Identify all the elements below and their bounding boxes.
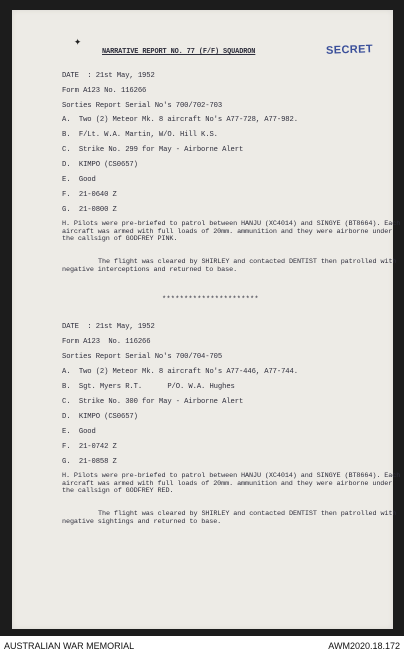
s1-item-b: B. F/Lt. W.A. Martin, W/O. Hill K.S. xyxy=(62,131,218,139)
s1-item-d: D. KIMPO (CS0657) xyxy=(62,161,138,169)
s1-form: Form A123 No. 116266 xyxy=(62,87,147,95)
s1-date: DATE : 21st May, 1952 xyxy=(62,72,155,80)
s1-item-h: H. Pilots were pre-briefed to patrol between HANJU (XC4014) and SINGYE (BT8664). Each aircraft was armed with full loads of 20mm. ammunition and they were airborne under the callsign of GODFREY PINK. xyxy=(62,220,401,244)
s2-item-b: B. Sgt. Myers R.T. P/O. W.A. Hughes xyxy=(62,383,235,391)
footer-institution: AUSTRALIAN WAR MEMORIAL xyxy=(4,641,135,651)
s2-item-c: C. Strike No. 300 for May - Airborne Alert xyxy=(62,398,244,406)
s2-item-g: G. 21-0858 Z xyxy=(62,458,117,466)
document-page xyxy=(12,10,401,629)
s2-form: Form A123 No. 116266 xyxy=(62,338,151,346)
section-separator: ********************** xyxy=(162,296,259,304)
s2-item-e: E. Good xyxy=(62,428,96,436)
s1-item-c: C. Strike No. 299 for May - Airborne Alert xyxy=(62,146,244,154)
s2-item-f: F. 21-0742 Z xyxy=(62,443,117,451)
s1-item-a: A. Two (2) Meteor Mk. 8 aircraft No's A77-728, A77-982. xyxy=(62,116,298,124)
s2-date: DATE : 21st May, 1952 xyxy=(62,323,155,331)
s2-item-h: H. Pilots were pre-briefed to patrol between HANJU (XC4014) and SINGYE (BT8664). Each aircraft was armed with full loads of 20mm. ammunition and they were airborne under the callsign of GODFREY RED. xyxy=(62,472,401,496)
s1-closing: The flight was cleared by SHIRLEY and contacted DENTIST then patrolled with negative interceptions and returned to base. xyxy=(62,258,397,274)
s2-item-a: A. Two (2) Meteor Mk. 8 aircraft No's A77-446, A77-744. xyxy=(62,368,298,376)
secret-stamp: SECRET xyxy=(325,43,374,57)
s1-serial: Sorties Report Serial No's 700/702-703 xyxy=(62,102,223,110)
report-title: NARRATIVE REPORT NO. 77 (F/F) SQUADRON xyxy=(102,48,256,56)
footer-accession-number: AWM2020.18.172 xyxy=(328,641,400,651)
handwritten-mark: ✦ xyxy=(74,35,82,49)
s1-item-f: F. 21-0640 Z xyxy=(62,191,117,199)
s1-item-g: G. 21-0800 Z xyxy=(62,206,117,214)
s2-closing: The flight was cleared by SHIRLEY and contacted DENTIST then patrolled with negative sightings and returned to base. xyxy=(62,510,397,526)
s2-item-d: D. KIMPO (CS0657) xyxy=(62,413,138,421)
s2-serial: Sorties Report Serial No's 700/704-705 xyxy=(62,353,223,361)
s1-item-e: E. Good xyxy=(62,176,96,184)
